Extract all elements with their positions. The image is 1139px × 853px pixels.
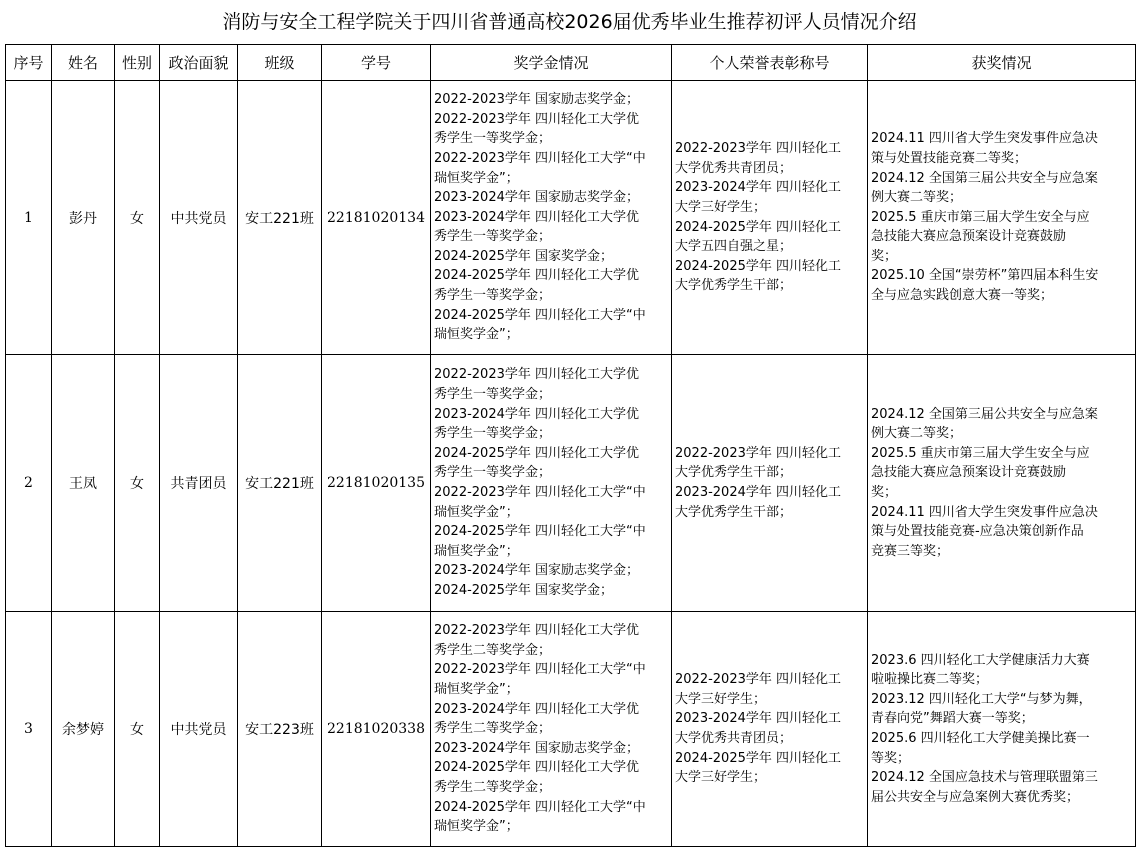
table-row [6, 612, 1136, 847]
cell-line: 2024-2025学年 四川轻化工大学优 [434, 445, 639, 461]
cell-line: 秀学生一等奖学金； [434, 387, 552, 403]
cell-line: 策与处置技能竞赛-应急决策创新作品 [871, 524, 1084, 540]
header-row [6, 45, 1136, 81]
header-cell: 班级 [238, 45, 322, 81]
cell-line: 啦啦操比赛二等奖； [871, 672, 989, 688]
cell-line: 2024-2025学年 四川轻化工 [675, 750, 841, 766]
cell-line: 2025.5 重庆市第三届大学生安全与应 [871, 445, 1090, 461]
cell-line: 2024.12 全国第三届公共安全与应急案 [871, 170, 1098, 186]
student-name: 彭丹 [52, 81, 115, 355]
cell-line: 例大赛二等奖； [871, 426, 963, 442]
scholarships-cell [431, 81, 672, 355]
header-cell: 个人荣誉表彰称号 [672, 45, 868, 81]
header-cell: 序号 [6, 45, 52, 81]
cell-line: 大学五四自强之星； [675, 239, 793, 255]
cell-line: 急技能大赛应急预案设计竞赛鼓励 [871, 229, 1067, 245]
student-id: 22181020338 [322, 612, 431, 847]
scholarships-cell [431, 355, 672, 612]
cell-line: 等奖； [871, 750, 911, 766]
header-cell: 政治面貌 [160, 45, 238, 81]
cell-line: 2023-2024学年 国家励志奖学金； [434, 190, 639, 206]
student-gender: 女 [115, 355, 160, 612]
cell-line: 2023.12 四川轻化工大学“与梦为舞， [871, 691, 1092, 707]
student-gender: 女 [115, 81, 160, 355]
student-gender: 女 [115, 612, 160, 847]
table-row [6, 81, 1136, 355]
cell-line: 2023-2024学年 四川轻化工大学优 [434, 209, 639, 225]
awards-cell [868, 612, 1136, 847]
row-number: 1 [6, 81, 52, 355]
cell-line: 例大赛二等奖； [871, 190, 963, 206]
honors-cell [672, 355, 868, 612]
cell-line: 2024-2025学年 国家奖学金； [434, 582, 613, 598]
cell-line: 瑞恒奖学金”； [434, 819, 519, 835]
cell-line: 大学优秀学生干部； [675, 465, 793, 481]
cell-line: 2023-2024学年 四川轻化工 [675, 180, 841, 196]
political-status: 中共党员 [160, 81, 238, 355]
student-id: 22181020135 [322, 355, 431, 612]
header-cell: 学号 [322, 45, 431, 81]
cell-line: 2023-2024学年 四川轻化工 [675, 485, 841, 500]
cell-line: 奖； [871, 485, 898, 500]
row-number: 3 [6, 612, 52, 847]
class-name: 安工221班 [238, 355, 322, 612]
class-name: 安工223班 [238, 612, 322, 847]
cell-line: 大学三好学生； [675, 199, 767, 215]
cell-line: 瑞恒奖学金”； [434, 170, 519, 186]
cell-line: 2022-2023学年 四川轻化工大学优 [434, 111, 639, 127]
awards-cell [868, 81, 1136, 355]
cell-line: 秀学生一等奖学金； [434, 131, 552, 147]
cell-line: 竞赛三等奖； [871, 543, 950, 559]
cell-line: 2024.12 全国应急技术与管理联盟第三 [871, 770, 1098, 786]
cell-line: 2024.11 四川省大学生突发事件应急决 [871, 131, 1098, 147]
cell-line: 2024.12 全国第三届公共安全与应急案 [871, 406, 1098, 422]
student-name: 王凤 [52, 355, 115, 612]
table-row [6, 355, 1136, 612]
cell-line: 2023-2024学年 四川轻化工 [675, 711, 841, 727]
cell-line: 2022-2023学年 四川轻化工大学“中 [434, 485, 646, 500]
row-number: 2 [6, 355, 52, 612]
cell-line: 2022-2023学年 四川轻化工大学优 [434, 367, 639, 383]
cell-line: 2022-2023学年 四川轻化工 [675, 672, 841, 688]
cell-line: 2024-2025学年 四川轻化工大学“中 [434, 307, 646, 323]
cell-line: 2022-2023学年 四川轻化工大学“中 [434, 662, 646, 678]
cell-line: 2024-2025学年 四川轻化工大学“中 [434, 799, 646, 815]
cell-line: 2022-2023学年 四川轻化工 [675, 141, 841, 157]
cell-line: 秀学生二等奖学金； [434, 721, 552, 737]
cell-line: 全与应急实践创意大赛一等奖； [871, 288, 1054, 304]
header-cell: 奖学金情况 [431, 45, 672, 81]
cell-line: 2024-2025学年 四川轻化工大学“中 [434, 524, 646, 540]
cell-line: 届公共安全与应急案例大赛优秀奖； [871, 789, 1080, 805]
cell-line: 大学优秀学生干部； [675, 504, 793, 520]
cell-line: 秀学生一等奖学金； [434, 229, 552, 245]
cell-line: 瑞恒奖学金”； [434, 543, 519, 559]
cell-line: 2022-2023学年 四川轻化工大学“中 [434, 150, 646, 166]
cell-line: 2024-2025学年 四川轻化工大学优 [434, 268, 639, 284]
cell-line: 瑞恒奖学金”； [434, 682, 519, 698]
cell-line: 秀学生二等奖学金； [434, 779, 552, 795]
political-status: 共青团员 [160, 355, 238, 612]
cell-line: 青春向党”舞蹈大赛一等奖； [871, 711, 1034, 727]
cell-line: 2024-2025学年 四川轻化工 [675, 219, 841, 235]
cell-line: 秀学生一等奖学金； [434, 288, 552, 304]
document-title: 消防与安全工程学院关于四川省普通高校2026届优秀毕业生推荐初评人员情况介绍 [222, 11, 917, 33]
cell-line: 大学优秀共青团员； [675, 731, 793, 746]
cell-line: 2024-2025学年 四川轻化工大学优 [434, 760, 639, 776]
honors-cell [672, 81, 868, 355]
cell-line: 2023-2024学年 四川轻化工大学优 [434, 406, 639, 422]
cell-line: 大学三好学生； [675, 770, 767, 786]
student-name: 余梦婷 [52, 612, 115, 847]
honors-cell [672, 612, 868, 847]
scholarships-cell [431, 612, 672, 847]
cell-line: 2024-2025学年 国家奖学金； [434, 248, 613, 264]
cell-line: 2024-2025学年 四川轻化工 [675, 258, 841, 274]
cell-line: 奖； [871, 248, 898, 264]
cell-line: 2025.6 四川轻化工大学健美操比赛一 [871, 731, 1090, 746]
cell-line: 2023.6 四川轻化工大学健康活力大赛 [871, 652, 1090, 668]
cell-line: 2025.5 重庆市第三届大学生安全与应 [871, 209, 1090, 225]
cell-line: 2023-2024学年 四川轻化工大学优 [434, 701, 639, 717]
cell-line: 2024.11 四川省大学生突发事件应急决 [871, 504, 1098, 520]
header-cell: 获奖情况 [868, 45, 1136, 81]
candidates-table [5, 44, 1136, 847]
awards-cell [868, 355, 1136, 612]
cell-line: 2025.10 全国“崇劳杯”第四届本科生安 [871, 268, 1099, 284]
cell-line: 2022-2023学年 四川轻化工 [675, 445, 841, 461]
header-cell: 性别 [115, 45, 160, 81]
cell-line: 秀学生一等奖学金； [434, 465, 552, 481]
cell-line: 大学优秀学生干部； [675, 278, 793, 294]
cell-line: 大学优秀共青团员； [675, 160, 793, 176]
cell-line: 2022-2023学年 四川轻化工大学优 [434, 623, 639, 639]
student-id: 22181020134 [322, 81, 431, 355]
cell-line: 秀学生一等奖学金； [434, 426, 552, 442]
cell-line: 瑞恒奖学金”； [434, 504, 519, 520]
header-cell: 姓名 [52, 45, 115, 81]
cell-line: 策与处置技能竞赛二等奖； [871, 150, 1028, 166]
cell-line: 瑞恒奖学金”； [434, 327, 519, 343]
cell-line: 2022-2023学年 国家励志奖学金； [434, 92, 639, 108]
cell-line: 秀学生二等奖学金； [434, 642, 552, 658]
cell-line: 急技能大赛应急预案设计竞赛鼓励 [871, 465, 1067, 481]
political-status: 中共党员 [160, 612, 238, 847]
cell-line: 2023-2024学年 国家励志奖学金； [434, 563, 639, 579]
cell-line: 大学三好学生； [675, 691, 767, 707]
class-name: 安工221班 [238, 81, 322, 355]
cell-line: 2023-2024学年 国家励志奖学金； [434, 740, 639, 756]
